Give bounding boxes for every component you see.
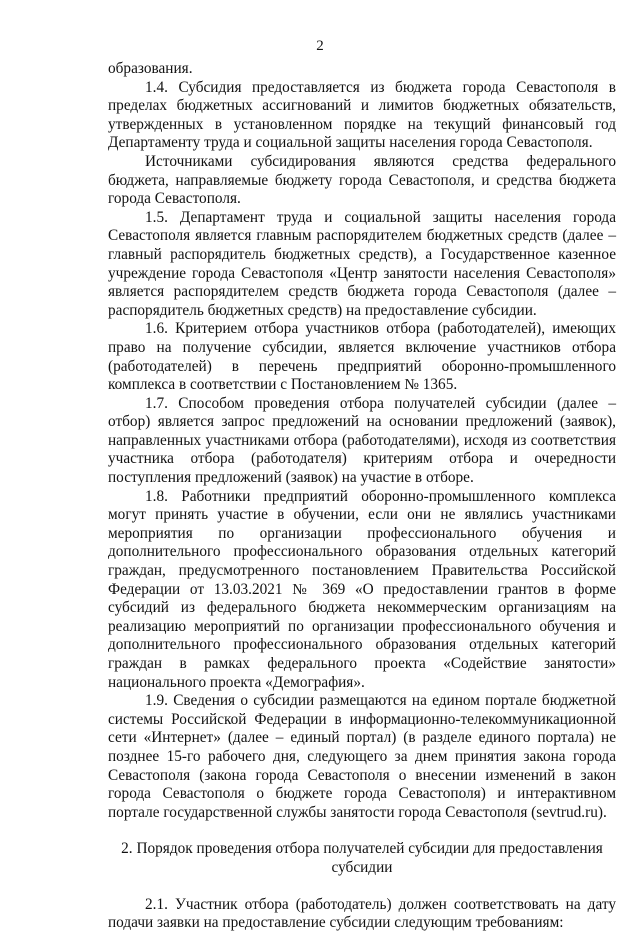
document-body [108,60,616,933]
paragraph-2-1: 2.1. Участник отбора (работодатель) должен соответствовать на дату подачи заявки на предоставление субсидии следующим требованиям: [108,895,616,932]
section-heading: 2. Порядок проведения отбора получателей субсидии для предоставления субсидии [121,840,603,876]
paragraph-1-5: 1.5. Департамент труда и социальной защиты населения города Севастополя является главным распорядителем бюджетных средств (далее – главный распорядитель бюджетных средств), а Государственное казенное учреждение города Севастополя «Центр занятости населения Севастополя» является распорядителем средств бюджета города Севастополя (далее – распорядитель бюджетных средств) на предоставление субсидии. [108,208,616,319]
paragraph-funding-sources: Источниками субсидирования являются средства федерального бюджета, направляемые бюджету города Севастополя, и средства бюджета города Севастополя. [108,152,616,208]
paragraph-1-6: 1.6. Критерием отбора участников отбора (работодателей), имеющих право на получение субсидии, является включение участников отбора (работодателей) в перечень предприятий оборонно-промышленного комплекса в соответствии с Постановлением № 1365. [108,320,616,394]
paragraph-1-8: 1.8. Работники предприятий оборонно-промышленного комплекса могут принять участие в обучении, если они не являлись участниками мероприятия по организации профессионального обучения и дополнительного профессионального образования отдельных категорий граждан, предусмотренного постановлением Правительства Российской Федерации от 13.03.2021 № 369 «О предоставлении грантов в форме субсидий из федерального бюджета некоммерческим организациям на реализацию мероприятий по организации профессионального обучения и дополнительного профессионального образования отдельных категорий граждан в рамках федерального проекта «Содействие занятости» национального проекта «Демография». [108,487,616,691]
paragraph-1-9: 1.9. Сведения о субсидии размещаются на едином портале бюджетной системы Российской Федерации в информационно-телекоммуникационной сети «Интернет» (далее – единый портал) (в разделе единого портала) не позднее 15-го рабочего дня, следующего за днем принятия закона города Севастополя (закона города Севастополя о внесении изменений в закон города Севастополя о бюджете города Севастополя) и интерактивном портале государственной службы занятости города Севастополя (sevtrud.ru). [108,692,616,821]
paragraph-1-4: 1.4. Субсидия предоставляется из бюджета города Севастополя в пределах бюджетных ассигнований и лимитов бюджетных обязательств, утвержденных в установленном порядке на текущий финансовый год Департаменту труда и социальной защиты населения города Севастополя. [108,78,616,152]
paragraph-continuation: образования. [108,60,193,77]
page-number: 2 [316,38,324,54]
paragraph-1-7: 1.7. Способом проведения отбора получателей субсидии (далее – отбор) является запрос предложений на основании предложений (заявок), направленных участниками отбора (работодателями), исходя из соответствия участника отбора (работодателя) критериям отбора и очередности поступления предложений (заявок) на участие в отборе. [108,394,616,487]
